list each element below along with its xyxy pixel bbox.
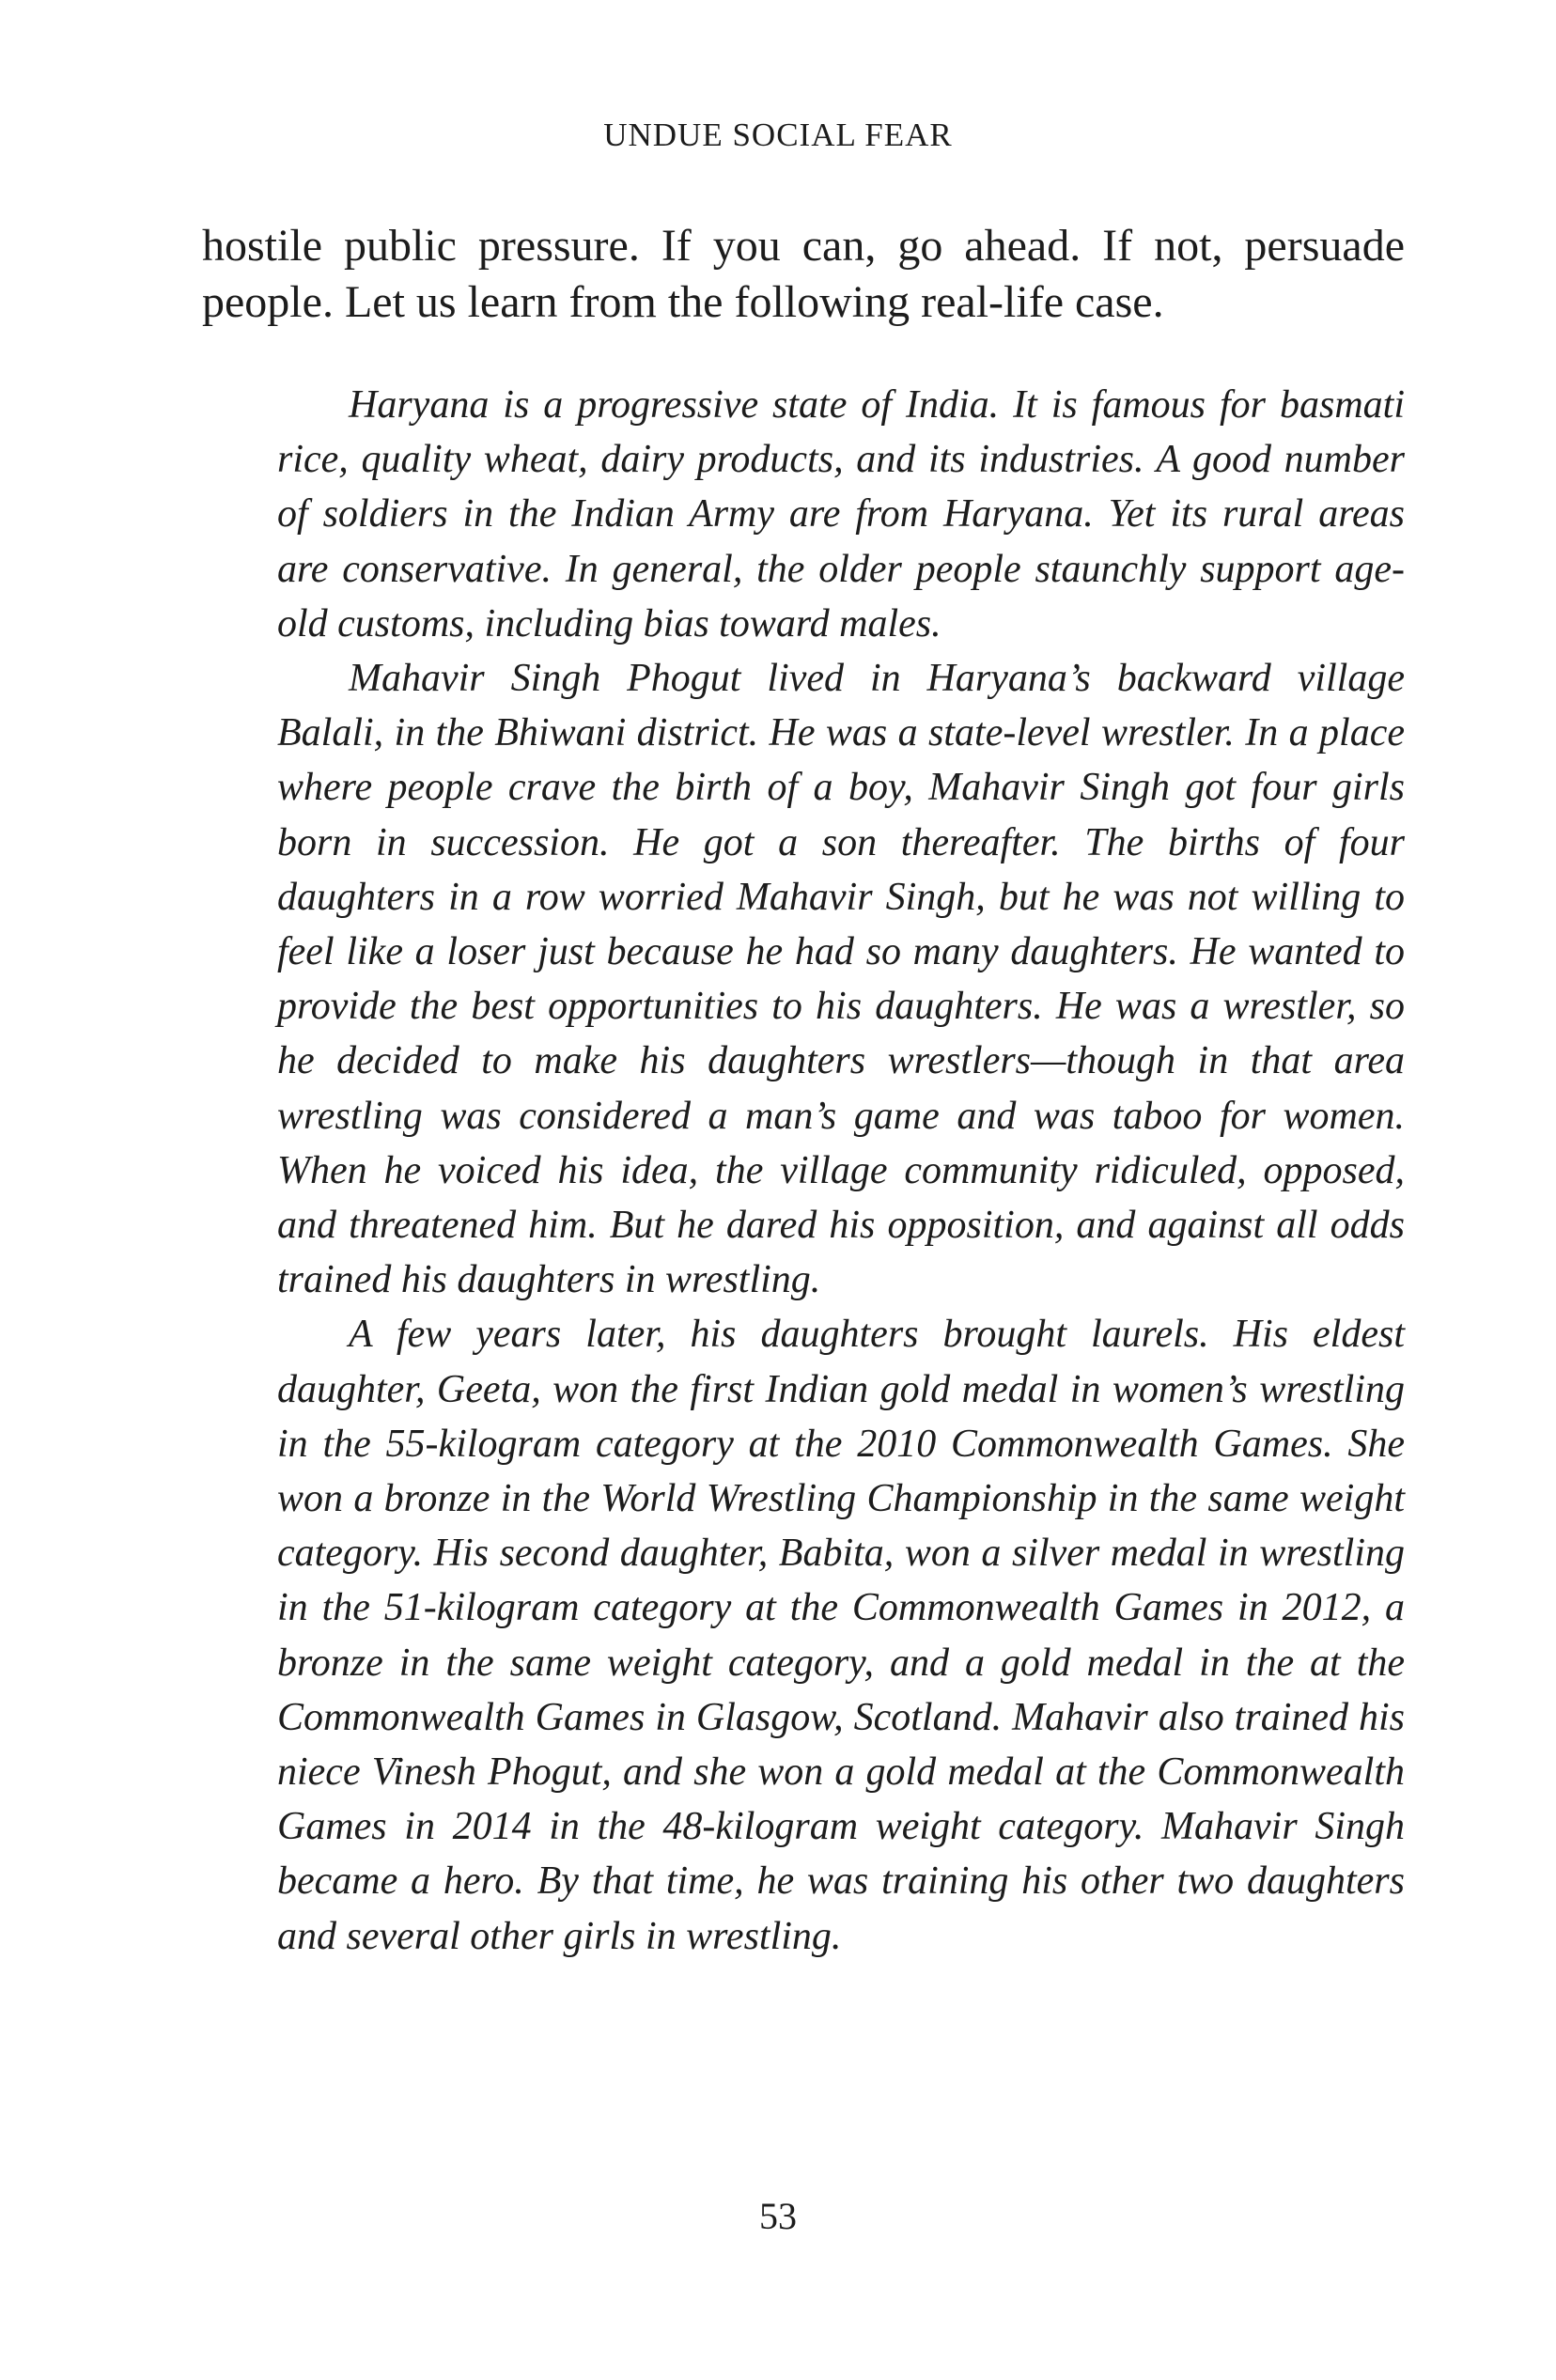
case-paragraph-laurels: A few years later, his daughters brought laurels. His eldest daughter, Geeta, won the first Indian gold medal in women’s wrestling in the 55-kilogram category at the 2010 Commonwealth Games. She won a bronze in the World Wrestling Championship in the same weight category. His second daughter, Babita, won a silver medal in wrestling in the 51-kilogram category at the Commonwealth Games in 2012, a bronze in the same weight category, and a gold medal in the at the Commonwealth Games in Glasgow, Scotland. Mahavir also trained his niece Vinesh Phogut, and she won a gold medal at the Commonwealth Games in 2014 in the 48-kilogram weight category. Mahavir Singh became a hero. By that time, he was training his other two daughters and several other girls in wrestling. (277, 1313, 1405, 1958)
page-number: 53 (759, 2195, 797, 2237)
case-paragraph-mahavir: Mahavir Singh Phogut lived in Haryana’s backward village Balali, in the Bhiwani district. He was a state-level wrestler. In a place where people crave the birth of a boy, Mahavir Singh got four girls born in succession. He got a son thereafter. The births of four daughters in a row worried Mahavir Singh, but he was not willing to feel like a loser just because he had so many daughters. He wanted to provide the best opportunities to his daughters. He was a wrestler, so he decided to make his daughters wrestlers—though in that area wrestling was considered a man’s game and was taboo for women. When he voiced his idea, the village community ridiculed, opposed, and threatened him. But he dared his opposition, and against all odds trained his daughters in wrestling. (277, 657, 1405, 1302)
running-head: UNDUE SOCIAL FEAR (603, 117, 953, 153)
case-study-block (277, 378, 1405, 1964)
intro-paragraph: hostile public pressure. If you can, go ahead. If not, persuade people. Let us learn from the following real-life case. (202, 221, 1405, 327)
case-paragraph-haryana: Haryana is a progressive state of India. It is famous for basmati rice, quality wheat, dairy products, and its industries. A good number of soldiers in the Indian Army are from Haryana. Yet its rural areas are conservative. In general, the older people staunchly support age-old customs, including bias toward males. (277, 383, 1405, 646)
